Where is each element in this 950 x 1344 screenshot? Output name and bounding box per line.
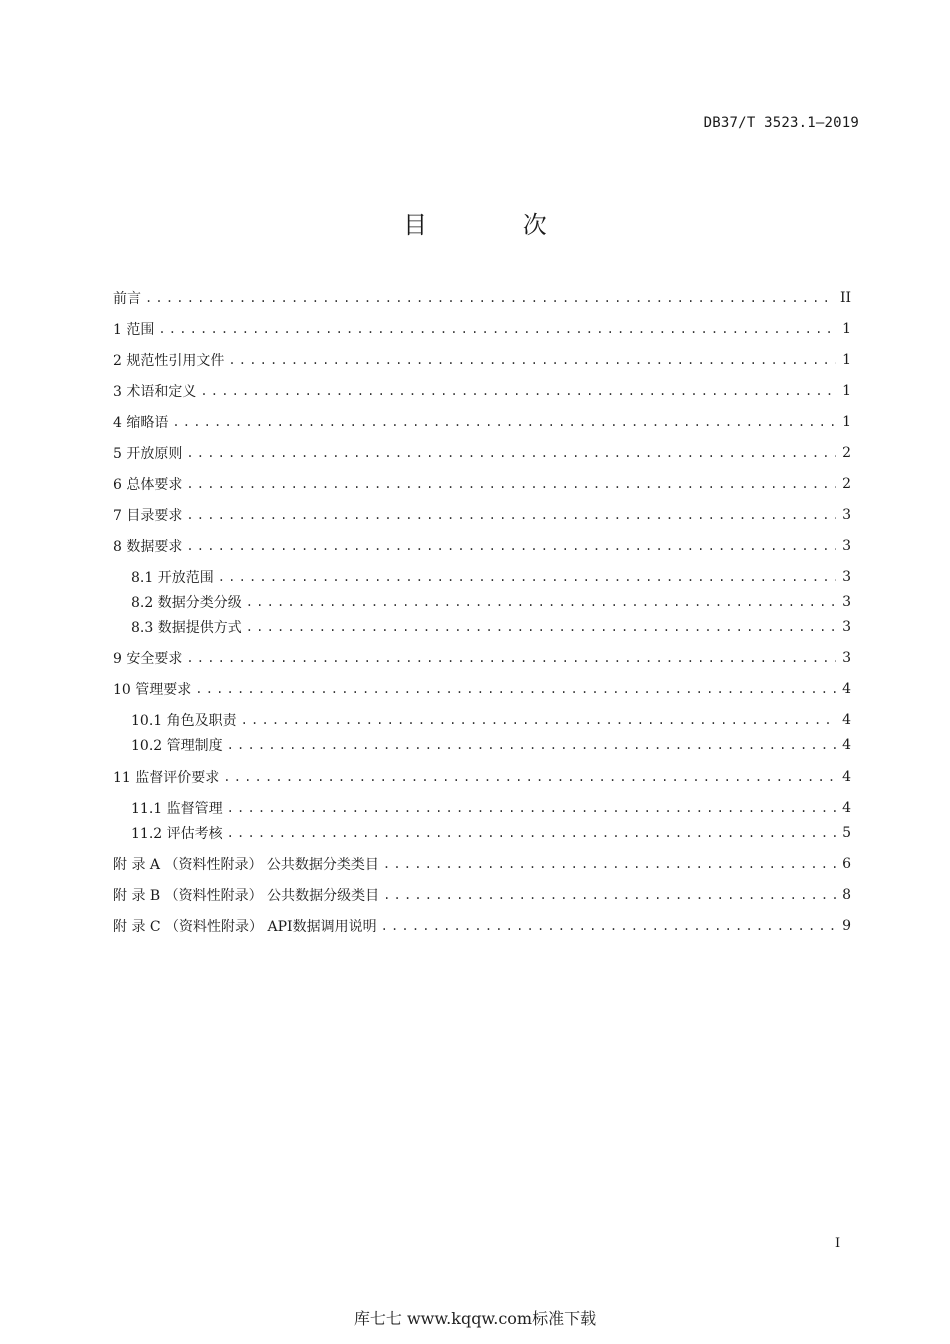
toc-entry-label: 2 规范性引用文件: [113, 353, 225, 369]
toc-entry-page: 3: [842, 619, 851, 635]
toc-leader-dots: [223, 770, 836, 784]
toc-leader-dots: [186, 651, 836, 665]
toc-subentry[interactable]: [131, 735, 851, 755]
toc-leader-dots: [186, 477, 836, 491]
toc-entry-page: 3: [842, 650, 851, 666]
toc-entry-label: 9 安全要求: [113, 651, 183, 667]
toc-subentry[interactable]: [131, 567, 851, 587]
toc-leader-dots: [195, 682, 836, 696]
toc-entry-label: 11.1 监督管理: [131, 801, 223, 817]
toc-entry-page: 4: [842, 737, 851, 753]
page-number: I: [835, 1236, 841, 1251]
toc-entry-page: 1: [842, 383, 851, 399]
toc-entry-page: II: [839, 290, 851, 306]
toc-entry-page: 4: [842, 769, 851, 785]
toc-title: 目 次: [403, 211, 591, 239]
toc-entry-page: 4: [842, 681, 851, 697]
toc-leader-dots: [246, 620, 836, 634]
toc-entry-page: 1: [842, 321, 851, 337]
toc-entry-page: 2: [842, 476, 851, 492]
toc-entry-label: 5 开放原则: [113, 446, 183, 462]
toc-subentry[interactable]: [131, 798, 851, 818]
toc-entry-page: 1: [842, 414, 851, 430]
toc-leader-dots: [383, 888, 836, 902]
toc-entry-label: 8.1 开放范围: [131, 570, 214, 586]
toc-entry[interactable]: [113, 505, 851, 525]
toc-entry-label: 8.2 数据分类分级: [131, 595, 242, 611]
toc-entry-label: 1 范围: [113, 322, 155, 338]
toc-leader-dots: [186, 508, 836, 522]
toc-entry-label: 10 管理要求: [113, 682, 192, 698]
toc-entry-page: 9: [842, 918, 851, 934]
toc-entry-page: 3: [842, 569, 851, 585]
toc-entry[interactable]: [113, 412, 851, 432]
toc-entry-label: 前言: [113, 291, 141, 307]
toc-entry-label: 11.2 评估考核: [131, 826, 223, 842]
toc-subentry[interactable]: [131, 617, 851, 637]
toc-entry-label: 6 总体要求: [113, 477, 183, 493]
toc-entry-label: 附 录 A （资料性附录） 公共数据分类类目: [113, 857, 379, 873]
toc-entry-label: 3 术语和定义: [113, 384, 197, 400]
toc-entry[interactable]: [113, 536, 851, 556]
toc-entry-label: 7 目录要求: [113, 508, 183, 524]
toc-leader-dots: [227, 738, 836, 752]
toc-entry-page: 4: [842, 712, 851, 728]
toc-entry-label: 附 录 B （资料性附录） 公共数据分级类目: [113, 888, 380, 904]
toc-leader-dots: [227, 826, 836, 840]
toc-entry-page: 3: [842, 594, 851, 610]
watermark-text: 库七七 www.kqqw.com标准下载: [353, 1309, 597, 1328]
toc-entry-label: 11 监督评价要求: [113, 770, 220, 786]
toc-subentry[interactable]: [131, 823, 851, 843]
toc-entry[interactable]: [113, 319, 851, 339]
toc-leader-dots: [200, 384, 836, 398]
toc-entry[interactable]: [113, 767, 851, 787]
toc-entry[interactable]: [113, 381, 851, 401]
toc-leader-dots: [383, 857, 836, 871]
toc-leader-dots: [241, 713, 836, 727]
toc-leader-dots: [228, 353, 836, 367]
toc-entry-page: 1: [842, 352, 851, 368]
toc-leader-dots: [145, 291, 834, 305]
toc-entry-page: 4: [842, 800, 851, 816]
toc-entry-page: 3: [842, 538, 851, 554]
toc-entry[interactable]: [113, 474, 851, 494]
toc-leader-dots: [158, 322, 836, 336]
toc-leader-dots: [172, 415, 836, 429]
toc-entry[interactable]: [113, 854, 851, 874]
toc-entry-page: 3: [842, 507, 851, 523]
toc-leader-dots: [227, 801, 836, 815]
toc-entry[interactable]: [113, 443, 851, 463]
toc-leader-dots: [186, 446, 836, 460]
toc-subentry[interactable]: [131, 592, 851, 612]
toc-entry[interactable]: [113, 916, 851, 936]
toc-entry-page: 2: [842, 445, 851, 461]
toc-entry-label: 10.2 管理制度: [131, 738, 223, 754]
toc-entry-page: 6: [842, 856, 851, 872]
toc-leader-dots: [218, 570, 836, 584]
toc-entry[interactable]: [113, 885, 851, 905]
toc-entry-page: 8: [842, 887, 851, 903]
toc-entry-label: 附 录 C （资料性附录） API数据调用说明: [113, 919, 377, 935]
toc-leader-dots: [246, 595, 836, 609]
toc-entry-label: 8.3 数据提供方式: [131, 620, 242, 636]
toc-subentry[interactable]: [131, 710, 851, 730]
toc-entry-label: 4 缩略语: [113, 415, 169, 431]
document-code: DB37/T 3523.1—2019: [703, 115, 859, 131]
toc-entry-label: 10.1 角色及职责: [131, 713, 237, 729]
toc-entry[interactable]: [113, 679, 851, 699]
toc-entry[interactable]: [113, 350, 851, 370]
toc-entry[interactable]: [113, 288, 851, 308]
toc-entry-page: 5: [842, 825, 851, 841]
toc-leader-dots: [381, 919, 837, 933]
toc-entry-label: 8 数据要求: [113, 539, 183, 555]
toc-leader-dots: [186, 539, 836, 553]
toc-entry[interactable]: [113, 648, 851, 668]
